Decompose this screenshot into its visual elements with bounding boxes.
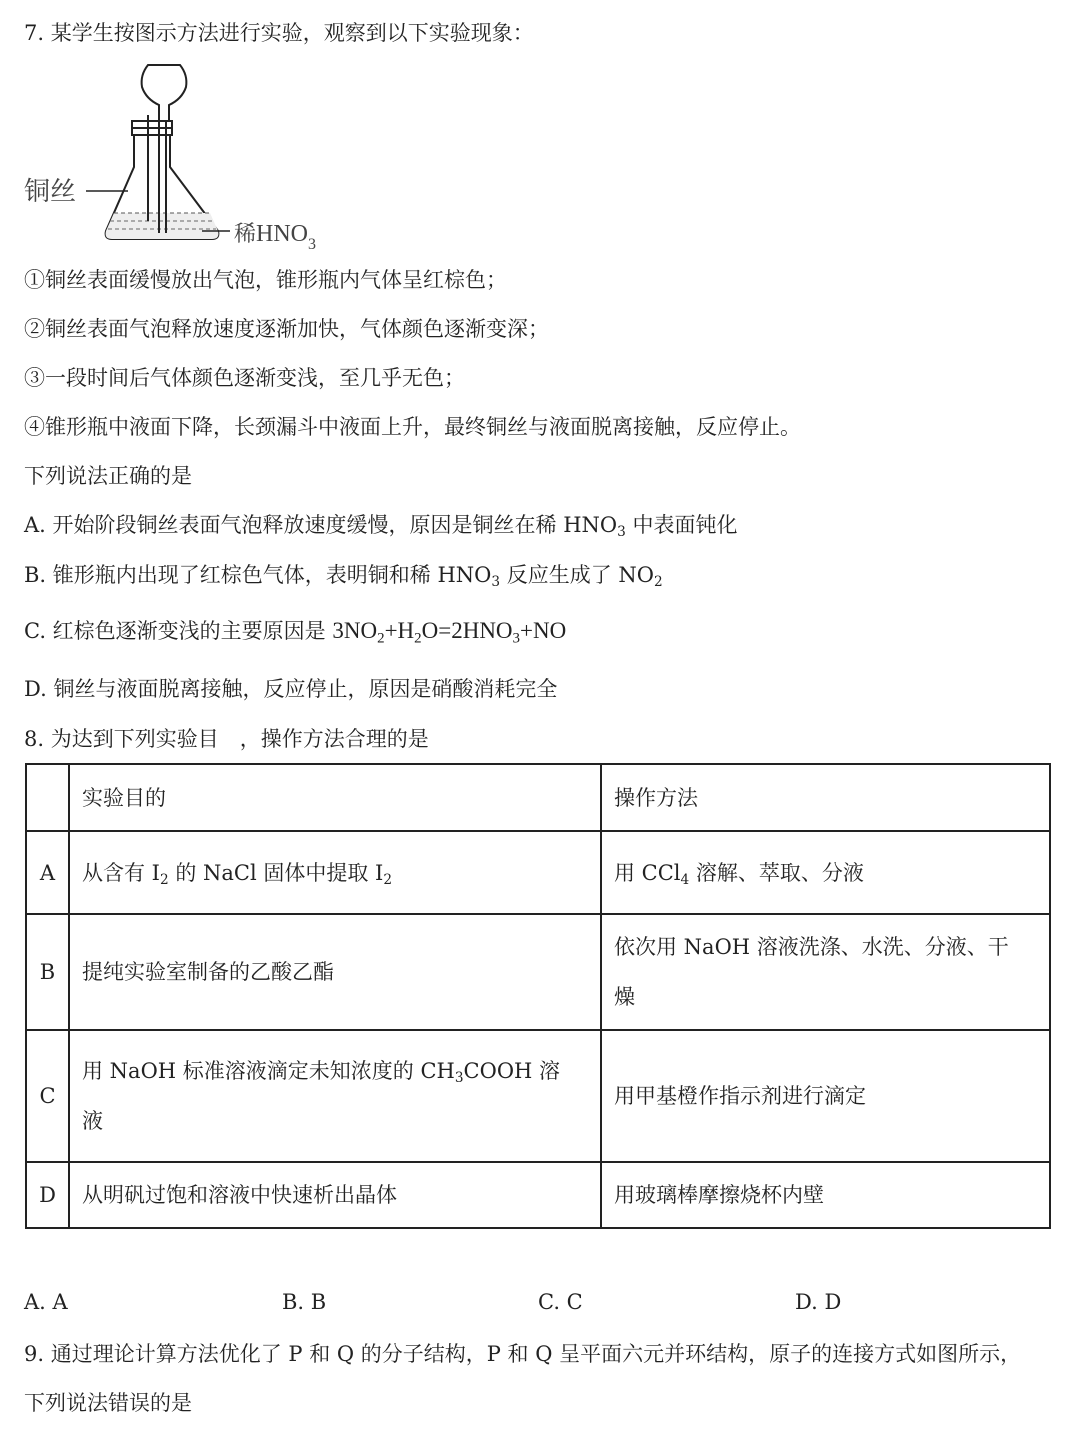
row-method: 用甲基橙作指示剂进行滴定 [601, 1030, 1050, 1162]
table-row [26, 831, 1050, 914]
table-row [26, 1162, 1050, 1228]
q8-answer-d: D. D [795, 1290, 842, 1314]
table-header-goal: 实验目的 [69, 764, 601, 831]
row-goal: 用 NaOH 标准溶液滴定未知浓度的 $CH_3COOH$ 溶 液 [69, 1030, 601, 1162]
table-header-key [26, 764, 69, 831]
row-key: B [26, 914, 69, 1030]
table-row [26, 914, 1050, 1030]
table-row [26, 1030, 1050, 1162]
q8-answer-options [0, 1290, 1080, 1320]
q7-option-c: C. 红棕色逐渐变浅的主要原因是 $3NO_2+H_2O=2HNO_3+NO$ [24, 618, 567, 647]
q7-option-b: B. 锥形瓶内出现了红棕色气体，表明铜和稀 $HNO_3$ 反应生成了 $NO_2$ [24, 563, 663, 591]
q7-option-d: D. 铜丝与液面脱离接触，反应停止，原因是硝酸消耗完全 [24, 677, 558, 701]
q7-option-a: A. 开始阶段铜丝表面气泡释放速度缓慢，原因是铜丝在稀 $HNO_3$ 中表面钝化 [24, 513, 738, 541]
observation-3: ③一段时间后气体颜色逐渐变浅，至几乎无色； [24, 366, 465, 390]
label-copper-wire: 铜丝 [24, 177, 77, 207]
q7-stem: 7. 某学生按图示方法进行实验，观察到以下实验现象： [24, 21, 534, 45]
q8-stem: 8. 为达到下列实验目 ，操作方法合理的是 [24, 727, 429, 751]
funnel-icon [142, 65, 187, 121]
row-key: D [26, 1162, 69, 1228]
row-key: A [26, 831, 69, 914]
row-goal: 提纯实验室制备的乙酸乙酯 [69, 914, 601, 1030]
row-method: 依次用 NaOH 溶液洗涤、水洗、分液、干 燥 [601, 914, 1050, 1030]
label-dilute-nitric-acid: 稀$HNO_3$ [234, 221, 317, 253]
q8-table [25, 763, 1051, 1229]
liquid-icon [106, 213, 219, 239]
q8-answer-a: A. A [24, 1290, 68, 1314]
row-goal: 从含有 $I_2$ 的 NaCl 固体中提取 $I_2$ [69, 831, 601, 914]
table-header-method: 操作方法 [601, 764, 1050, 831]
q9-stem-line1: 9. 通过理论计算方法优化了 P 和 Q 的分子结构，P 和 Q 呈平面六元并环结构，原子的连接方式如图所示， [24, 1342, 1022, 1366]
row-key: C [26, 1030, 69, 1162]
flask-apparatus-figure [24, 55, 344, 255]
observation-2: ②铜丝表面气泡释放速度逐渐加快，气体颜色逐渐变深； [24, 317, 549, 341]
q8-answer-b: B. B [282, 1290, 327, 1314]
row-goal: 从明矾过饱和溶液中快速析出晶体 [69, 1162, 601, 1228]
q9-stem-line2: 下列说法错误的是 [24, 1391, 192, 1415]
q7-prompt: 下列说法正确的是 [24, 464, 192, 488]
row-method: 用玻璃棒摩擦烧杯内壁 [601, 1162, 1050, 1228]
reaction-equation: $3NO_2+H_2O=2HNO_3+NO$ [332, 618, 567, 647]
observation-4: ④锥形瓶中液面下降，长颈漏斗中液面上升，最终铜丝与液面脱离接触，反应停止。 [24, 415, 801, 439]
observation-1: ①铜丝表面缓慢放出气泡，锥形瓶内气体呈红棕色； [24, 268, 507, 292]
row-method: 用 CCl$_4$ 溶解、萃取、分液 [601, 831, 1050, 914]
table-header-row [26, 764, 1050, 831]
q8-answer-c: C. C [538, 1290, 583, 1314]
